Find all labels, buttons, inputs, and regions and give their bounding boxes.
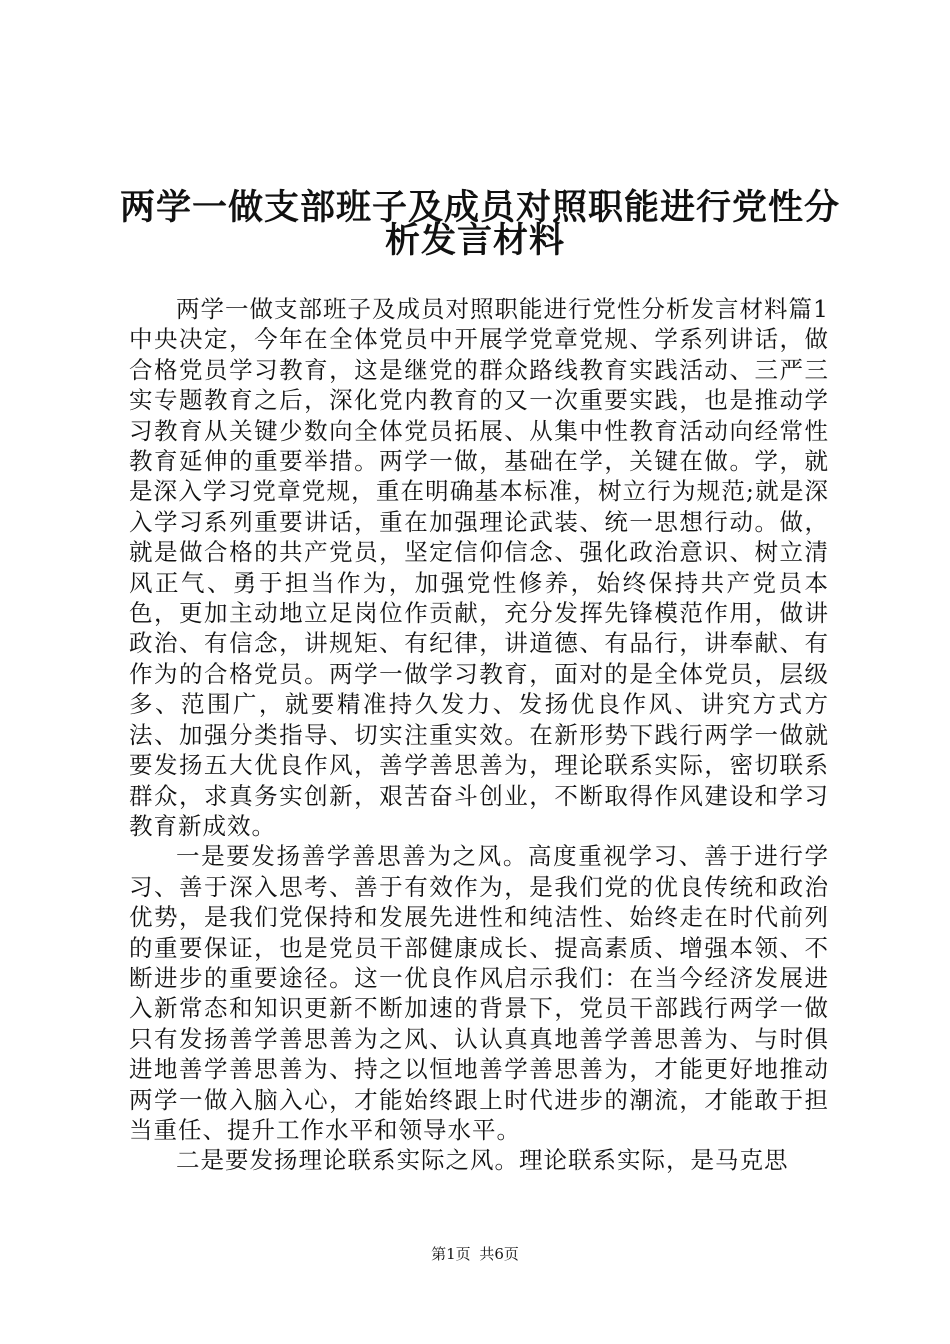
page-footer	[0, 1243, 950, 1264]
document-body	[129, 294, 829, 1176]
body-paragraph-3: 二是要发扬理论联系实际之风。理论联系实际，是马克思	[176, 1146, 789, 1175]
document-title-line-2: 析发言材料	[384, 220, 565, 261]
page-number: 第1页	[431, 1245, 471, 1263]
page-total: 共6页	[479, 1245, 519, 1263]
document-title-line-1: 两学一做支部班子及成员对照职能进行党性分	[120, 187, 841, 228]
body-paragraph-2: 一是要发扬善学善思善为之风。高度重视学习、善于进行学习、善于深入思考、善于有效作为，是我们党的优良传统和政治优势，是我们党保持和发展先进性和纯洁性、始终走在时代前列的重要保证，也是党员干部健康成长、提高素质、增强本领、不断进步的重要途径。这一优良作风启示我们：在当今经济发展进入新常态和知识更新不断加速的背景下，党员干部践行两学一做只有发扬善学善思善为之风、认认真真地善学善思善为、与时俱进地善学善思善为、持之以恒地善学善思善为，才能更好地推动两学一做入脑入心，才能始终跟上时代进步的潮流，才能敢于担当重任、提升工作水平和领导水平。	[129, 842, 829, 1144]
body-paragraph-1: 两学一做支部班子及成员对照职能进行党性分析发言材料篇1中央决定，今年在全体党员中开展学党章党规、学系列讲话，做合格党员学习教育，这是继党的群众路线教育实践活动、三严三实专题教育之后，深化党内教育的又一次重要实践，也是推动学习教育从关键少数向全体党员拓展、从集中性教育活动向经常性教育延伸的重要举措。两学一做，基础在学，关键在做。学，就是深入学习党章党规，重在明确基本标准，树立行为规范;就是深入学习系列重要讲话，重在加强理论武装、统一思想行动。做，就是做合格的共产党员，坚定信仰信念、强化政治意识、树立清风正气、勇于担当作为，加强党性修养，始终保持共产党员本色，更加主动地立足岗位作贡献，充分发挥先锋模范作用，做讲政治、有信念，讲规矩、有纪律，讲道德、有品行，讲奉献、有作为的合格党员。两学一做学习教育，面对的是全体党员，层级多、范围广，就要精准持久发力、发扬优良作风、讲究方式方法、加强分类指导、切实注重实效。在新形势下践行两学一做就要发扬五大优良作风，善学善思善为，理论联系实际，密切联系群众，求真务实创新，艰苦奋斗创业，不断取得作风建设和学习教育新成效。	[129, 295, 829, 840]
